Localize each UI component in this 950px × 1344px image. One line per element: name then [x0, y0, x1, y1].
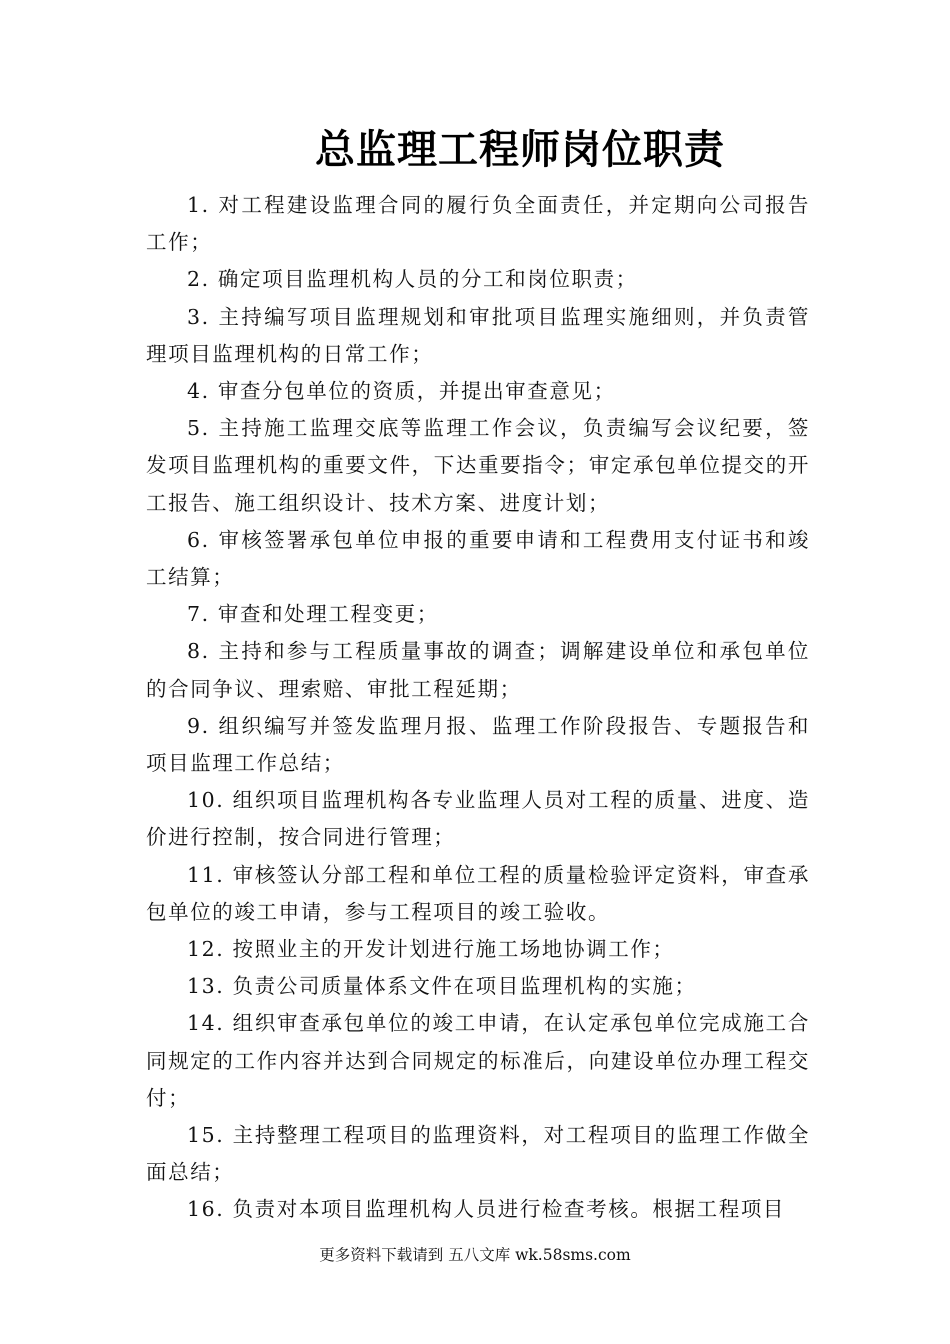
duty-item-6: 6. 审核签署承包单位申报的重要申请和工程费用支付证书和竣工结算；: [146, 527, 810, 590]
duty-item-5: 5. 主持施工监理交底等监理工作会议，负责编写会议纪要，签发项目监理机构的重要文件，下达重要指令；审定承包单位提交的开工报告、施工组织设计、技术方案、进度计划；: [146, 416, 810, 515]
duty-item-4: 4. 审查分包单位的资质，并提出审查意见；: [187, 379, 616, 404]
duty-item-2: 2. 确定项目监理机构人员的分工和岗位职责；: [187, 267, 638, 292]
duty-item-1: 1. 对工程建设监理合同的履行负全面责任，并定期向公司报告工作；: [146, 193, 810, 255]
duty-item-13: 13. 负责公司质量体系文件在项目监理机构的实施；: [187, 974, 697, 999]
document-body: [146, 187, 810, 1229]
duty-item-16: 16. 负责对本项目监理机构人员进行检查考核。根据工程项目: [187, 1197, 786, 1222]
duty-item-12: 12. 按照业主的开发计划进行施工场地协调工作；: [187, 937, 675, 962]
duty-item-3: 3. 主持编写项目监理规划和审批项目监理实施细则，并负责管理项目监理机构的日常工作；: [146, 304, 810, 366]
duty-item-15: 15. 主持整理工程项目的监理资料，对工程项目的监理工作做全面总结；: [146, 1123, 810, 1185]
page-footer: 更多资料下载请到 五八文库 wk.58sms.com: [319, 1246, 631, 1264]
duty-item-11: 11. 审核签认分部工程和单位工程的质量检验评定资料，审查承包单位的竣工申请，参与工程项目的竣工验收。: [146, 862, 810, 924]
document-title: 总监理工程师岗位职责: [315, 127, 725, 173]
duty-item-9: 9. 组织编写并签发监理月报、监理工作阶段报告、专题报告和项目监理工作总结；: [146, 713, 810, 776]
duty-item-10: 10. 组织项目监理机构各专业监理人员对工程的质量、进度、造价进行控制，按合同进行管理；: [146, 788, 810, 850]
duty-item-14: 14. 组织审查承包单位的竣工申请，在认定承包单位完成施工合同规定的工作内容并达到合同规定的标准后，向建设单位办理工程交付；: [146, 1011, 810, 1110]
duty-item-8: 8. 主持和参与工程质量事故的调查；调解建设单位和承包单位的合同争议、理索赔、审批工程延期；: [146, 639, 810, 701]
duty-item-7: 7. 审查和处理工程变更；: [187, 602, 439, 627]
